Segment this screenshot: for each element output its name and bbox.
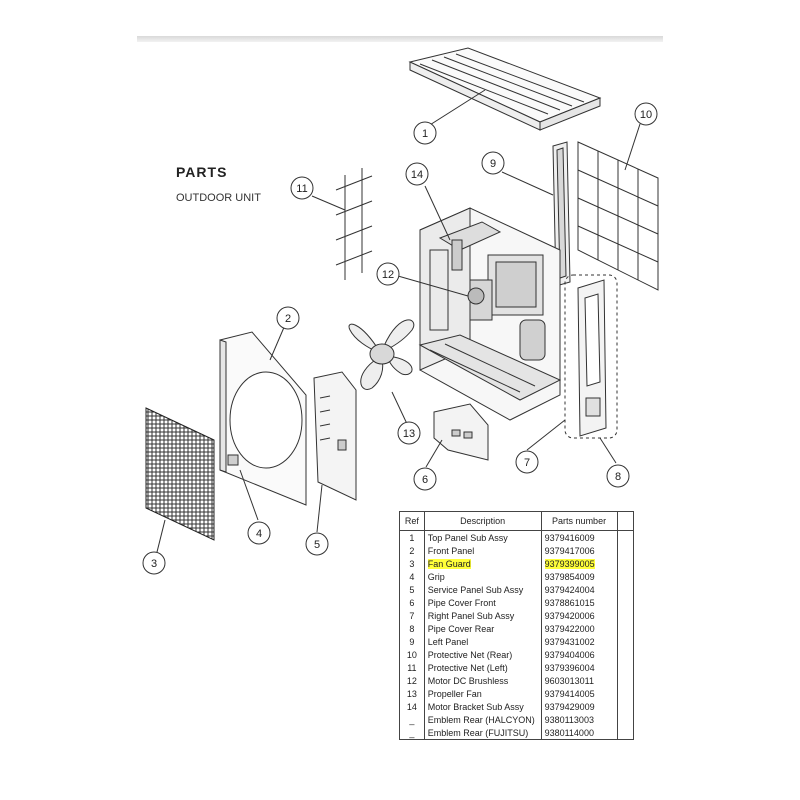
header-blank [617,512,633,531]
row-description: Service Panel Sub Assy [424,583,541,596]
row-blank [617,661,633,674]
part-top-panel [410,48,600,130]
row-blank [617,596,633,609]
table-row [400,570,634,583]
row-description: Left Panel [424,635,541,648]
table-row [400,648,634,661]
part-protective-net-left [336,168,372,280]
callout-11 [291,177,313,199]
row-blank [617,609,633,622]
row-description: Propeller Fan [424,687,541,700]
header-ref: Ref [400,512,425,531]
row-description: Grip [424,570,541,583]
svg-text:8: 8 [614,471,622,483]
row-description: Right Panel Sub Assy [424,609,541,622]
row-description: Front Panel [424,544,541,557]
row-ref: 4 [400,570,425,583]
part-protective-net-rear [578,142,658,290]
callout-10 [635,103,657,125]
row-part-number: 9379404006 [541,648,617,661]
callout-12 [377,263,399,285]
row-blank [617,570,633,583]
table-row [400,583,634,596]
callout-4 [248,522,270,544]
row-part-number: 9603013011 [541,674,617,687]
row-part-number: 9379416009 [541,531,617,545]
svg-text:3: 3 [150,558,158,570]
table-row [400,531,634,545]
callout-3 [143,552,165,574]
row-part-number: 9379417006 [541,544,617,557]
table-row [400,713,634,726]
row-part-number: 9379429009 [541,700,617,713]
svg-text:11: 11 [296,183,308,195]
callout-2 [277,307,299,329]
callout-1 [414,122,436,144]
svg-text:9: 9 [489,158,497,170]
row-blank [617,583,633,596]
row-description: Protective Net (Left) [424,661,541,674]
row-description: Motor DC Brushless [424,674,541,687]
highlight-mark: Fan Guard [427,558,471,569]
part-pipe-cover-front [434,404,488,460]
part-fan-guard [146,408,214,540]
row-ref: 2 [400,544,425,557]
row-part-number [541,557,617,570]
callout-5 [306,533,328,555]
header-part-number: Parts number [541,512,617,531]
parts-table [399,511,634,740]
table-row [400,544,634,557]
row-blank [617,557,633,570]
row-description: Motor Bracket Sub Assy [424,700,541,713]
part-right-panel [578,280,606,436]
row-description: Protective Net (Rear) [424,648,541,661]
callout-6 [414,468,436,490]
row-ref: _ [400,726,425,740]
row-part-number: 9379424004 [541,583,617,596]
row-part-number: 9379422000 [541,622,617,635]
table-row [400,726,634,740]
row-blank [617,648,633,661]
parts-table-header [400,512,634,531]
svg-text:13: 13 [402,428,416,440]
table-row [400,661,634,674]
row-ref: 8 [400,622,425,635]
row-ref: 11 [400,661,425,674]
row-ref: 14 [400,700,425,713]
svg-text:14: 14 [410,169,424,181]
row-part-number: 9379396004 [541,661,617,674]
row-ref: 1 [400,531,425,545]
table-row [400,622,634,635]
row-ref: _ [400,713,425,726]
callout-14 [406,163,428,185]
row-description [424,557,541,570]
highlight-mark: 9379399005 [544,558,595,569]
page-title: PARTS [176,164,228,180]
row-part-number: 9379414005 [541,687,617,700]
callout-7 [516,451,538,473]
part-front-panel [220,332,306,505]
row-description: Emblem Rear (HALCYON) [424,713,541,726]
row-part-number: 9378861015 [541,596,617,609]
callout-8 [607,465,629,487]
row-description: Pipe Cover Front [424,596,541,609]
svg-text:12: 12 [381,269,395,281]
part-chassis-assembly [420,208,560,420]
table-row [400,596,634,609]
table-row [400,635,634,648]
row-blank [617,713,633,726]
row-ref: 3 [400,557,425,570]
row-blank [617,531,633,545]
table-row [400,687,634,700]
row-ref: 13 [400,687,425,700]
row-ref: 7 [400,609,425,622]
svg-text:10: 10 [639,109,653,121]
table-row [400,557,634,570]
svg-text:2: 2 [284,313,292,325]
row-blank [617,544,633,557]
callout-13 [398,422,420,444]
row-part-number: 9379431002 [541,635,617,648]
page-subtitle: OUTDOOR UNIT [176,192,261,204]
svg-text:6: 6 [421,474,429,486]
row-ref: 9 [400,635,425,648]
row-blank [617,674,633,687]
row-blank [617,700,633,713]
row-blank [617,635,633,648]
table-row [400,609,634,622]
table-row [400,700,634,713]
row-part-number: 9380114000 [541,726,617,740]
row-description: Top Panel Sub Assy [424,531,541,545]
row-ref: 10 [400,648,425,661]
table-row [400,674,634,687]
row-ref: 5 [400,583,425,596]
part-propeller-fan [349,320,414,390]
svg-text:7: 7 [523,457,531,469]
svg-text:4: 4 [255,528,263,540]
row-blank [617,726,633,740]
row-blank [617,622,633,635]
row-description: Emblem Rear (FUJITSU) [424,726,541,740]
row-blank [617,687,633,700]
row-ref: 12 [400,674,425,687]
header-description: Description [424,512,541,531]
part-service-panel [314,372,356,500]
callout-9 [482,152,504,174]
row-part-number: 9380113003 [541,713,617,726]
row-ref: 6 [400,596,425,609]
row-part-number: 9379854009 [541,570,617,583]
row-description: Pipe Cover Rear [424,622,541,635]
svg-text:5: 5 [313,539,321,551]
row-part-number: 9379420006 [541,609,617,622]
svg-text:1: 1 [421,128,429,140]
